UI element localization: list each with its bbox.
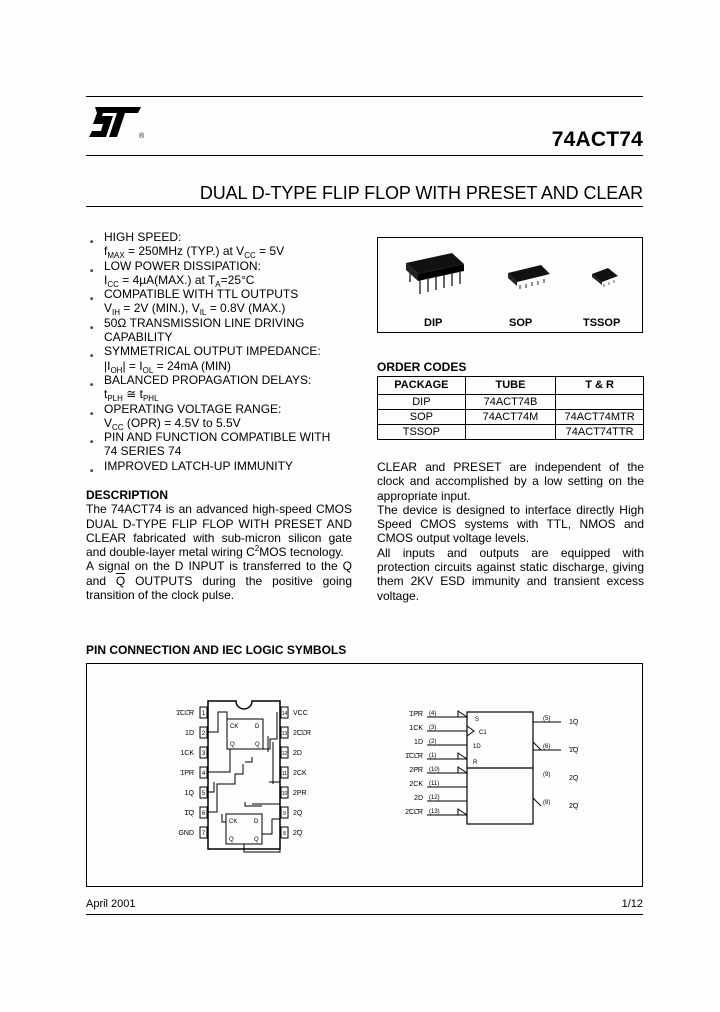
feature-item [86, 402, 366, 431]
interface-paragraph: The device is designed to interface directly High Speed CMOS systems with TTL, NMOS and CMOS output voltage levels. [377, 502, 644, 546]
svg-text:12: 12 [281, 751, 288, 757]
svg-text:(6): (6) [543, 744, 551, 750]
svg-text:(2): (2) [429, 739, 437, 745]
order-codes-table [377, 376, 644, 440]
pin-label: 1CLR [176, 710, 194, 717]
svg-text:CK: CK [230, 724, 239, 730]
svg-text:(4): (4) [429, 711, 437, 717]
bullet-icon: ■ [90, 296, 94, 303]
iec-output-label: 2Q [569, 775, 579, 782]
bullet-icon: ■ [90, 410, 94, 417]
right-description [377, 460, 644, 603]
feature-item [86, 316, 366, 345]
internal-wire [222, 814, 226, 822]
feature-detail: CAPABILITY [104, 330, 173, 345]
features-list [86, 230, 366, 473]
description-section [86, 488, 352, 602]
feature-item [86, 430, 366, 459]
svg-text:5: 5 [201, 791, 206, 797]
feature-title: COMPATIBLE WITH TTL OUTPUTS [104, 287, 299, 302]
iec-output-label: 2Q [569, 803, 579, 810]
iec-output-label: 1Q [569, 719, 579, 726]
active-low-indicator-icon [458, 809, 467, 815]
dip-package-icon [406, 253, 464, 294]
feature-title: PIN AND FUNCTION COMPATIBLE WITH [104, 430, 331, 445]
svg-text:S: S [475, 717, 480, 723]
description-paragraph-1: The 74ACT74 is an advanced high-speed CMOS DUAL D-TYPE FLIP FLOP WITH PRESET AND CLEAR fabricated with sub-micron silicon gate and double-layer metal wiring $C^2MOS$ tecnology. [86, 502, 352, 560]
table-cell [465, 425, 555, 440]
table-row [378, 425, 644, 440]
description-heading: DESCRIPTION [86, 488, 169, 502]
description-paragraph-2: A signal on the D INPUT is transferred to the Q and $\overline{Q}$ OUTPUTS during the positive going transition of the clock pulse. [86, 559, 352, 603]
svg-text:11: 11 [281, 771, 288, 777]
pin-label: 2Q [293, 810, 303, 817]
pin-diagram-box [86, 663, 643, 887]
svg-text:Q: Q [230, 742, 235, 748]
svg-text:(9): (9) [543, 772, 551, 778]
svg-text:(11): (11) [429, 781, 440, 787]
internal-wire [208, 749, 230, 772]
bullet-icon: ■ [90, 324, 94, 331]
iec-input-label: 2D [414, 795, 423, 802]
feature-title: 50Ω TRANSMISSION LINE DRIVING [104, 315, 305, 330]
internal-wire [262, 819, 280, 834]
st-logo-icon [87, 104, 147, 140]
pin-label: 1CK [180, 750, 194, 757]
table-cell: SOP [378, 410, 466, 425]
svg-text:(5): (5) [543, 716, 551, 722]
svg-text:Q: Q [255, 742, 260, 748]
active-low-indicator-icon [458, 767, 467, 773]
pin-label: 1D [185, 730, 194, 737]
dip-body-outline [208, 701, 280, 849]
svg-text:9: 9 [283, 811, 286, 817]
svg-text:®: ® [139, 133, 145, 140]
active-low-indicator-icon [458, 711, 467, 717]
svg-text:2: 2 [201, 731, 206, 737]
internal-wire [244, 844, 280, 852]
svg-text:14: 14 [281, 711, 288, 717]
svg-text:C1: C1 [479, 730, 487, 736]
feature-detail: $|I_{OH}| = I_{OL} = 24mA$ (MIN) [104, 358, 231, 375]
feature-item [86, 373, 366, 402]
top-rule [86, 96, 643, 97]
feature-detail: $V_{IH} = 2V$ (MIN.), $V_{IL} = 0.8V$ (MAX.) [104, 301, 286, 318]
bullet-icon: ■ [90, 353, 94, 360]
internal-wire [245, 757, 252, 762]
table-header-row [378, 377, 644, 395]
table-cell: 74ACT74MTR [556, 410, 644, 425]
package-images-box [377, 237, 643, 333]
svg-text:3: 3 [201, 751, 206, 757]
pin-connection-diagram [87, 664, 642, 886]
table-cell [556, 395, 644, 410]
svg-text:8: 8 [283, 831, 286, 837]
iec-input-label: 1CK [409, 725, 423, 732]
footer-page-number: 1/12 [621, 898, 643, 910]
iec-input-label: 1CLR [405, 753, 423, 760]
svg-text:D: D [255, 724, 260, 730]
feature-title: LOW POWER DISSIPATION: [104, 258, 261, 273]
column-header: T & R [556, 377, 644, 395]
iec-input-label: 2CLR [405, 809, 423, 816]
svg-text:(1): (1) [429, 753, 437, 759]
svg-text:6: 6 [201, 811, 206, 817]
footer-date: April 2001 [86, 898, 136, 910]
feature-detail: 74 SERIES 74 [104, 444, 182, 459]
iec-input-label: 2PR [409, 767, 423, 774]
pin-label: 1Q [184, 810, 194, 817]
feature-item [86, 287, 366, 316]
document-subtitle: DUAL D-TYPE FLIP FLOP WITH PRESET AND CLEAR [199, 183, 643, 203]
pin-label: 2PR [293, 790, 307, 797]
sop-package-icon [508, 265, 550, 289]
bullet-icon: ■ [90, 239, 94, 245]
svg-text:Q: Q [229, 837, 234, 843]
feature-detail: $t_{PLH}$ ≅ $t_{PHL}$ [104, 387, 159, 404]
svg-text:7: 7 [201, 831, 206, 837]
package-label-tssop: TSSOP [583, 317, 621, 329]
internal-wire [208, 764, 243, 812]
pin-label: 2D [293, 750, 302, 757]
clear-preset-paragraph: CLEAR and PRESET are independent of the clock and accomplished by a low setting on the appropriate input. [377, 460, 644, 503]
svg-text:CK: CK [229, 819, 238, 825]
table-cell: 74ACT74M [465, 410, 555, 425]
table-cell: DIP [378, 395, 466, 410]
feature-title: OPERATING VOLTAGE RANGE: [104, 401, 282, 416]
feature-title: BALANCED PROPAGATION DELAYS: [104, 372, 312, 387]
header-rule [86, 155, 643, 156]
iec-input-label: 2CK [409, 781, 423, 788]
pin-label: 1PR [180, 770, 194, 777]
table-cell: 74ACT74TTR [556, 425, 644, 440]
svg-text:Q: Q [254, 837, 259, 843]
pin-label: GND [178, 830, 194, 837]
svg-text:1D: 1D [473, 744, 481, 750]
table-row [378, 395, 644, 410]
pin-label: 1Q [184, 790, 194, 797]
package-label-sop: SOP [509, 317, 533, 329]
column-header: TUBE [465, 377, 555, 395]
clock-indicator-icon [467, 726, 474, 736]
iec-input-label: 1PR [409, 711, 423, 718]
svg-text:D: D [254, 819, 259, 825]
package-label-dip: DIP [424, 317, 443, 329]
part-number: 74ACT74 [551, 128, 643, 151]
svg-text:(3): (3) [429, 725, 437, 731]
pin-label: VCC [293, 710, 308, 717]
iec-input-label: 1D [414, 739, 423, 746]
internal-wire [263, 712, 277, 749]
svg-text:1: 1 [201, 711, 206, 717]
column-header: PACKAGE [378, 377, 466, 395]
feature-item [86, 230, 366, 259]
active-low-indicator-icon [458, 753, 467, 759]
feature-title: HIGH SPEED: [104, 230, 182, 244]
svg-text:10: 10 [281, 791, 288, 797]
bullet-icon: ■ [90, 381, 94, 388]
bullet-icon: ■ [90, 439, 94, 446]
svg-text:R: R [473, 760, 478, 766]
order-codes-heading: ORDER CODES [377, 360, 467, 374]
pin-connection-heading: PIN CONNECTION AND IEC LOGIC SYMBOLS [86, 643, 347, 657]
feature-item [86, 259, 366, 288]
feature-detail: $I_{CC} = 4\mu A(MAX.)$ at $T_A=25^\circ C$ [104, 272, 255, 289]
pin-label: 2CLR [293, 730, 311, 737]
pin-label: 2Q [293, 830, 303, 837]
feature-detail: $f_{MAX} = 250MHz$ (TYP.) at $V_{CC} = 5V$ [104, 244, 285, 261]
svg-text:4: 4 [201, 771, 206, 777]
table-cell: 74ACT74B [465, 395, 555, 410]
pin-label: 2CK [293, 770, 307, 777]
esd-paragraph: All inputs and outputs are equipped with protection circuits against static discharge, giving them 2KV ESD immunity and transient excess voltage. [377, 545, 644, 603]
table-cell: TSSOP [378, 425, 466, 440]
tssop-package-icon [592, 268, 618, 287]
feature-item [86, 344, 366, 373]
feature-detail: $V_{CC}$ (OPR) = 4.5V to 5.5V [104, 415, 241, 432]
subtitle-rule [86, 206, 643, 207]
feature-item [86, 459, 366, 473]
bullet-icon: ■ [90, 467, 94, 474]
footer-rule [86, 914, 643, 915]
svg-text:(12): (12) [429, 795, 440, 801]
internal-wire [208, 712, 227, 732]
table-row [378, 410, 644, 425]
feature-title: IMPROVED LATCH-UP IMMUNITY [104, 458, 293, 473]
svg-text:(13): (13) [429, 809, 440, 815]
svg-text:(10): (10) [429, 767, 440, 773]
feature-title: SYMMETRICAL OUTPUT IMPEDANCE: [104, 344, 321, 359]
internal-wire [208, 782, 214, 792]
bullet-icon: ■ [90, 267, 94, 274]
svg-text:(8): (8) [543, 800, 551, 806]
iec-output-label: 1Q [569, 747, 579, 754]
svg-text:13: 13 [281, 731, 288, 737]
